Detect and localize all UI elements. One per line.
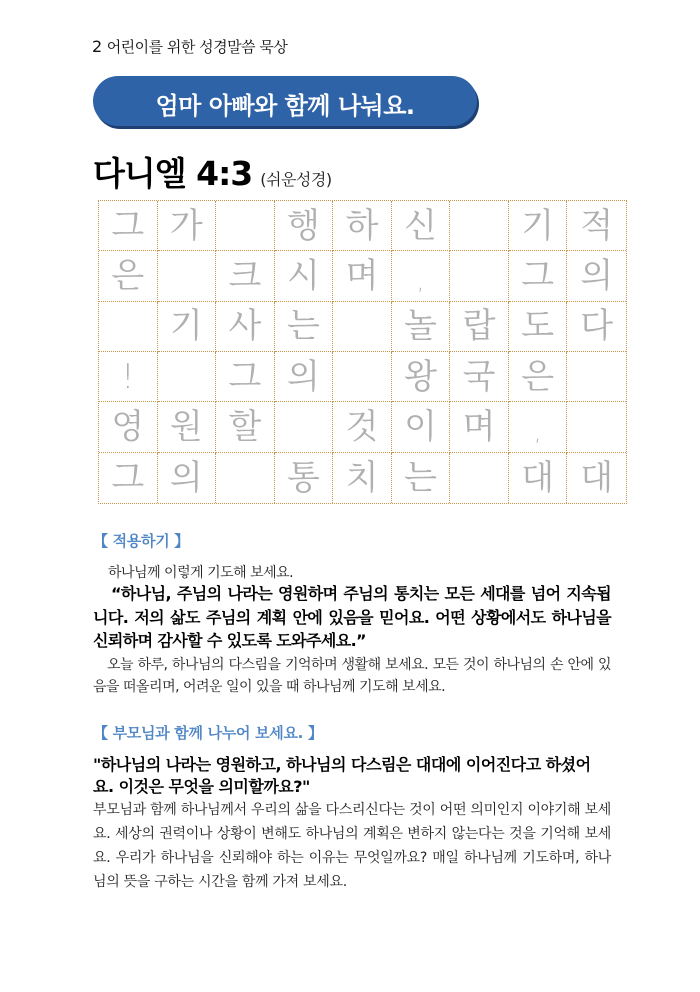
grid-cell: 사 <box>216 302 275 352</box>
grid-cell: 할 <box>216 402 275 452</box>
grid-cell: 의 <box>158 453 217 503</box>
grid-cell: , <box>509 402 568 452</box>
grid-cell <box>275 402 334 452</box>
grid-cell: 는 <box>392 453 451 503</box>
grid-cell: 시 <box>275 251 334 301</box>
grid-cell <box>333 302 392 352</box>
grid-cell: 의 <box>275 352 334 402</box>
grid-cell: 도 <box>509 302 568 352</box>
grid-cell: 국 <box>450 352 509 402</box>
grid-cell: 가 <box>158 201 217 251</box>
grid-cell <box>567 402 626 452</box>
banner-text: 엄마 아빠와 함께 나눠요. <box>155 92 415 120</box>
grid-cell <box>450 453 509 503</box>
verse-heading <box>93 148 332 195</box>
grid-cell: 며 <box>450 402 509 452</box>
grid-cell: 왕 <box>392 352 451 402</box>
grid-cell <box>450 201 509 251</box>
grid-cell: 다 <box>567 302 626 352</box>
grid-cell: 신 <box>392 201 451 251</box>
grid-cell: 원 <box>158 402 217 452</box>
grid-cell: 치 <box>333 453 392 503</box>
grid-cell: 은 <box>509 352 568 402</box>
grid-cell <box>450 251 509 301</box>
grid-cell <box>216 453 275 503</box>
verse-reference: 다니엘 4:3 <box>93 154 253 193</box>
tracing-grid <box>98 200 627 504</box>
share-section-title: 【 부모님과 함께 나누어 보세요. 】 <box>93 724 323 742</box>
grid-cell <box>158 251 217 301</box>
discussion-question: "하나님의 나라는 영원하고, 하나님의 다스림은 대대에 이어진다고 하셨어요. 이것은 무엇을 의미할까요?" <box>93 755 591 796</box>
grid-cell: 것 <box>333 402 392 452</box>
grid-cell: 의 <box>567 251 626 301</box>
grid-cell: 그 <box>509 251 568 301</box>
apply-section-title: 【 적용하기 】 <box>93 532 190 550</box>
grid-cell: 놀 <box>392 302 451 352</box>
bible-version: (쉬운성경) <box>260 170 332 189</box>
grid-cell: , <box>392 251 451 301</box>
grid-cell: 대 <box>580 457 614 498</box>
grid-cell: 대 <box>509 453 568 503</box>
book-title: 어린이를 위한 성경말씀 묵상 <box>106 38 288 56</box>
grid-cell: 하 <box>333 201 392 251</box>
grid-cell: 행 <box>275 201 334 251</box>
grid-cell: 랍 <box>450 302 509 352</box>
section-banner <box>93 76 477 126</box>
apply-intro: 하나님께 이렇게 기도해 보세요. <box>108 565 294 581</box>
share-paragraph: 부모님과 함께 하나님께서 우리의 삶을 다스리신다는 것이 어떤 의미인지 이야기해 보세요. 세상의 권력이나 상황이 변해도 하나님의 계획은 변하지 않는다는 것을 기억해 보세요. 우리가 하나님을 신뢰해야 하는 이유는 무엇일까요? 매일 하나님께 기도하며, 하나님의 뜻을 구하는 시간을 함께 가져 보세요. <box>93 802 611 890</box>
grid-cell: 는 <box>275 302 334 352</box>
grid-cell: 크 <box>216 251 275 301</box>
grid-cell: 은 <box>99 251 158 301</box>
prayer-text: “하나님, 주님의 나라는 영원하며 주님의 통치는 모든 세대를 넘어 지속됩니다. 저의 삶도 주님의 계획 안에 있음을 믿어요. 어떤 상황에서도 하나님을 신뢰하며 감사할 수 있도록 도와주세요.” <box>93 584 611 650</box>
grid-cell: 적 <box>567 201 626 251</box>
apply-paragraph: 오늘 하루, 하나님의 다스림을 기억하며 생활해 보세요. 모든 것이 하나님의 손 안에 있음을 떠올리며, 어려운 일이 있을 때 하나님께 기도해 보세요. <box>93 657 611 695</box>
grid-cell: 통 <box>275 453 334 503</box>
grid-cell: 기 <box>158 302 217 352</box>
grid-cell <box>158 352 217 402</box>
grid-cell: 그 <box>216 352 275 402</box>
grid-cell: 그 <box>99 201 158 251</box>
grid-cell: 이 <box>392 402 451 452</box>
grid-cell <box>567 352 626 402</box>
grid-cell: 며 <box>333 251 392 301</box>
grid-cell: 그 <box>99 453 158 503</box>
page-header <box>92 36 287 57</box>
grid-cell <box>99 302 158 352</box>
grid-cell: 기 <box>509 201 568 251</box>
grid-cell <box>333 352 392 402</box>
grid-cell: 영 <box>99 402 158 452</box>
page-number: 2 <box>92 37 102 56</box>
grid-cell: ! <box>99 352 158 402</box>
grid-cell <box>216 201 275 251</box>
